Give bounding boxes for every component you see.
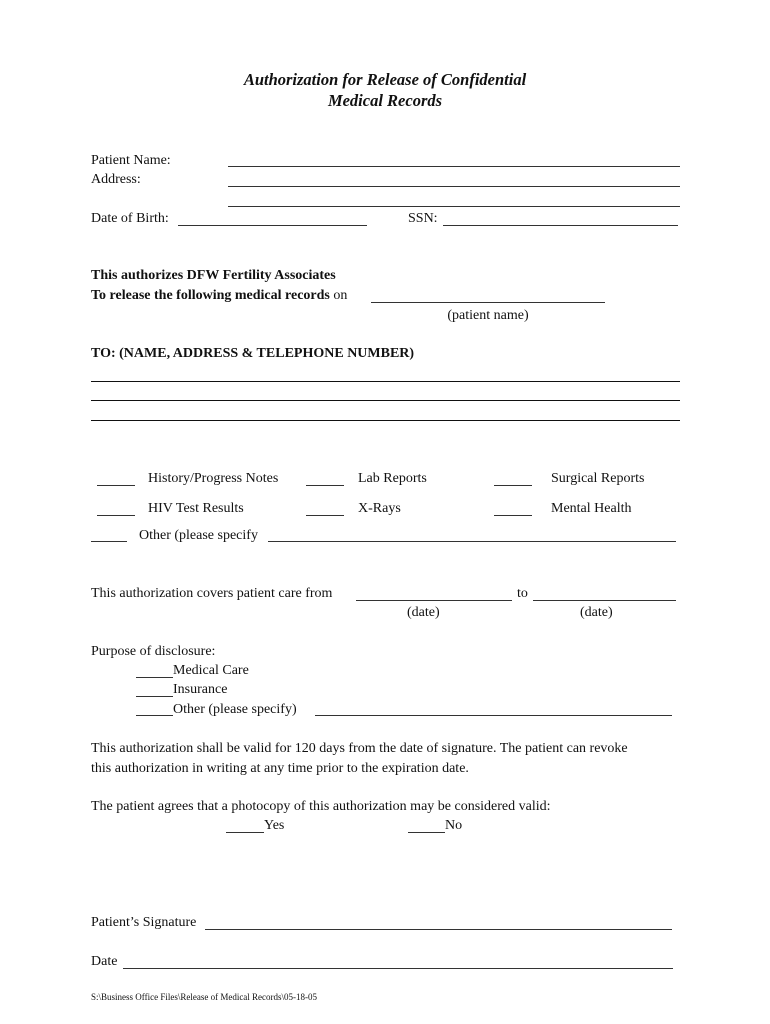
xrays-option-label: X-Rays bbox=[358, 501, 401, 516]
photocopy-yes-label: Yes bbox=[264, 818, 285, 833]
other-records-checkbox-blank[interactable] bbox=[91, 541, 127, 542]
from-date-caption: (date) bbox=[407, 605, 440, 620]
validity-line1: This authorization shall be valid for 120 days from the date of signature. The patient can revoke bbox=[91, 741, 628, 756]
purpose-insurance-label: Insurance bbox=[173, 682, 228, 697]
recipient-field-line2[interactable] bbox=[91, 400, 680, 401]
authorizes-text: This authorizes DFW Fertility Associates bbox=[91, 268, 336, 283]
purpose-other-label: Other (please specify) bbox=[173, 702, 297, 717]
hiv-checkbox-blank[interactable] bbox=[97, 515, 135, 516]
history-checkbox-blank[interactable] bbox=[97, 485, 135, 486]
recipient-field-line3[interactable] bbox=[91, 420, 680, 421]
purpose-medical-label: Medical Care bbox=[173, 663, 249, 678]
surgical-checkbox-blank[interactable] bbox=[494, 485, 532, 486]
patient-name-label: Patient Name: bbox=[91, 153, 171, 168]
mental-option-label: Mental Health bbox=[551, 501, 632, 516]
photocopy-no-blank[interactable] bbox=[408, 832, 445, 833]
recipient-field-line1[interactable] bbox=[91, 381, 680, 382]
photocopy-text: The patient agrees that a photocopy of this authorization may be considered valid: bbox=[91, 799, 551, 814]
history-option-label: History/Progress Notes bbox=[148, 471, 279, 486]
coverage-text: This authorization covers patient care from bbox=[91, 586, 333, 601]
release-text-bold: To release the following medical records bbox=[91, 288, 330, 303]
dob-field[interactable] bbox=[178, 225, 367, 226]
to-date-caption: (date) bbox=[580, 605, 613, 620]
lab-option-label: Lab Reports bbox=[358, 471, 427, 486]
release-text-on: on bbox=[333, 288, 348, 303]
validity-line2: this authorization in writing at any time prior to the expiration date. bbox=[91, 761, 469, 776]
xrays-checkbox-blank[interactable] bbox=[306, 515, 344, 516]
address-field-line1[interactable] bbox=[228, 186, 680, 187]
signature-label: Patient’s Signature bbox=[91, 915, 197, 930]
mental-checkbox-blank[interactable] bbox=[494, 515, 532, 516]
patient-name-caption: (patient name) bbox=[447, 308, 529, 323]
lab-checkbox-blank[interactable] bbox=[306, 485, 344, 486]
footer-file-path: S:\Business Office Files\Release of Medical Records\05-18-05 bbox=[91, 992, 318, 1002]
date-label: Date bbox=[91, 954, 118, 969]
coverage-to-text: to bbox=[517, 586, 528, 601]
purpose-other-field[interactable] bbox=[315, 715, 672, 716]
form-title-line2: Medical Records bbox=[327, 91, 443, 110]
release-text bbox=[91, 288, 347, 304]
purpose-insurance-blank[interactable] bbox=[136, 696, 173, 697]
photocopy-yes-blank[interactable] bbox=[226, 832, 264, 833]
purpose-other-blank[interactable] bbox=[136, 715, 173, 716]
other-records-field[interactable] bbox=[268, 541, 676, 542]
address-label: Address: bbox=[91, 172, 141, 187]
other-records-label: Other (please specify bbox=[139, 528, 258, 543]
recipient-label: TO: (NAME, ADDRESS & TELEPHONE NUMBER) bbox=[91, 346, 415, 361]
patient-name-field[interactable] bbox=[228, 166, 680, 167]
hiv-option-label: HIV Test Results bbox=[148, 501, 244, 516]
photocopy-no-label: No bbox=[445, 818, 463, 833]
date-field[interactable] bbox=[123, 968, 673, 969]
address-field-line2[interactable] bbox=[228, 206, 680, 207]
coverage-to-date-field[interactable] bbox=[533, 600, 676, 601]
signature-field[interactable] bbox=[205, 929, 672, 930]
purpose-label: Purpose of disclosure: bbox=[91, 644, 216, 659]
surgical-option-label: Surgical Reports bbox=[551, 471, 645, 486]
records-patient-name-field[interactable] bbox=[371, 302, 605, 303]
ssn-label: SSN: bbox=[408, 211, 438, 226]
ssn-field[interactable] bbox=[443, 225, 678, 226]
dob-label: Date of Birth: bbox=[91, 211, 169, 226]
coverage-from-date-field[interactable] bbox=[356, 600, 512, 601]
purpose-medical-blank[interactable] bbox=[136, 677, 173, 678]
form-title-line1: Authorization for Release of Confidential bbox=[243, 70, 527, 89]
